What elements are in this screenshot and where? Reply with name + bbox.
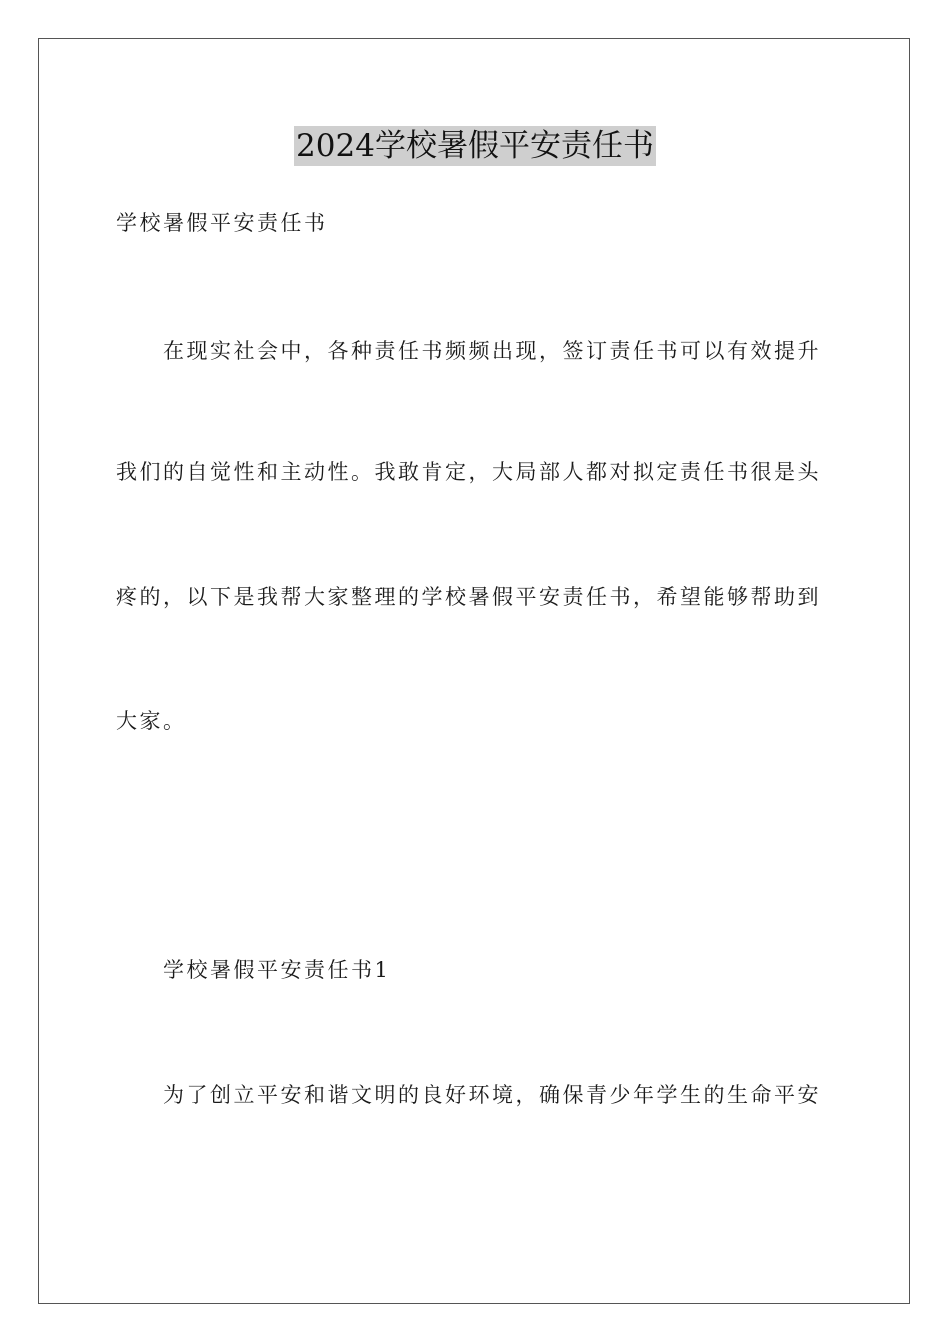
document-subtitle: 学校暑假平安责任书 <box>116 211 328 235</box>
title-container <box>0 126 950 166</box>
document-title: 2024学校暑假平安责任书 <box>296 128 654 164</box>
intro-line-2: 我们的自觉性和主动性。我敢肯定，大局部人都对拟定责任书很是头 <box>116 460 821 484</box>
intro-line-3: 疼的，以下是我帮大家整理的学校暑假平安责任书，希望能够帮助到 <box>116 585 821 609</box>
intro-line-4: 大家。 <box>116 709 187 733</box>
intro-line-1: 在现实社会中，各种责任书频频出现，签订责任书可以有效提升 <box>163 339 821 363</box>
section-heading: 学校暑假平安责任书1 <box>163 958 391 982</box>
section-paragraph-line-1: 为了创立平安和谐文明的良好环境，确保青少年学生的生命平安 <box>163 1083 821 1107</box>
